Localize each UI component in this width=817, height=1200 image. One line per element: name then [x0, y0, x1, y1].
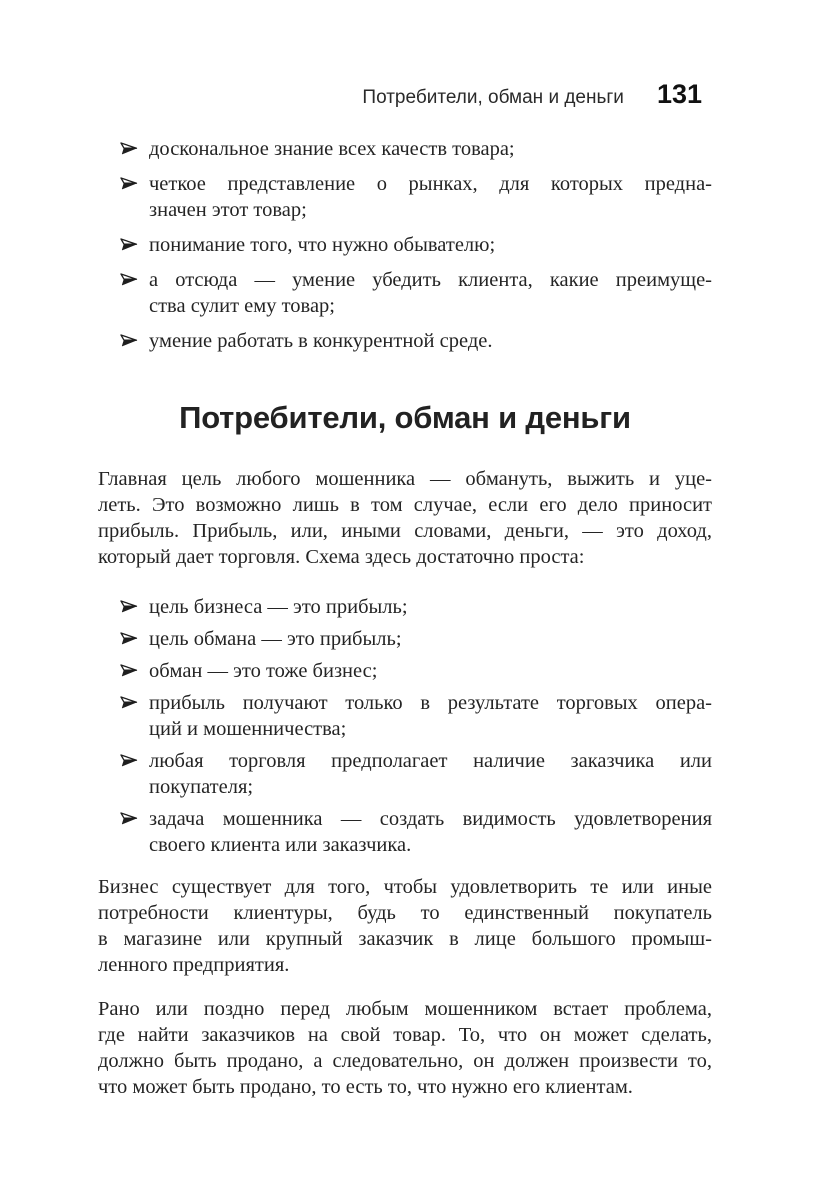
- list-item-text: умение работать в конкурентной среде.: [149, 330, 493, 352]
- list-item: [98, 658, 712, 684]
- arrow-bullet-icon: [120, 696, 138, 709]
- arrow-bullet-icon: [120, 812, 138, 825]
- list-item-text: понимание того, что нужно обывателю;: [149, 234, 496, 256]
- list-item: [98, 806, 712, 858]
- section-heading: Потребители, обман и деньги: [179, 400, 631, 435]
- page-number: 131: [656, 79, 702, 109]
- arrow-bullet-icon: [120, 273, 138, 286]
- list-item-text: любая торговля предполагает наличие заказчика или покупателя;: [149, 750, 712, 798]
- list-item-text: цель бизнеса — это прибыль;: [149, 596, 408, 618]
- arrow-bullet-icon: [120, 142, 138, 155]
- list-item-text: задача мошенника — создать видимость удовлетворения своего клиента или заказчика.: [149, 808, 712, 856]
- list-item: [98, 328, 712, 354]
- list-item-text: прибыль получают только в результате торговых опера- ций и мошенничества;: [149, 692, 712, 740]
- list-item: [98, 748, 712, 800]
- list-item-text: доскональное знание всех качеств товара;: [149, 138, 515, 160]
- list-item: [98, 690, 712, 742]
- arrow-bullet-icon: [120, 664, 138, 677]
- arrow-bullet-icon: [120, 238, 138, 251]
- list-item: [98, 136, 712, 162]
- running-header-title: Потребители, обман и деньги: [362, 87, 624, 108]
- list-item: [98, 267, 712, 319]
- list-item: [98, 232, 712, 258]
- list-item: [98, 171, 712, 223]
- list-item-text: а отсюда — умение убедить клиента, какие преимуще- ства сулит ему товар;: [149, 269, 712, 317]
- list-item: [98, 594, 712, 620]
- qualities-list: [98, 136, 712, 363]
- arrow-bullet-icon: [120, 600, 138, 613]
- scheme-list: [98, 594, 712, 864]
- arrow-bullet-icon: [120, 754, 138, 767]
- paragraph-customers: Рано или поздно перед любым мошенником встает проблема, где найти заказчиков на свой товар. То, что он может сделать, должно быть продано, а следовательно, он должен произвести то, что может быть продано, то есть то, что нужно его клиентам.: [98, 998, 712, 1098]
- list-item: [98, 626, 712, 652]
- arrow-bullet-icon: [120, 334, 138, 347]
- list-item-text: обман — это тоже бизнес;: [149, 660, 378, 682]
- running-header: [98, 79, 712, 110]
- paragraph-intro: Главная цель любого мошенника — обмануть, выжить и уце- леть. Это возможно лишь в том случае, если его дело приносит прибыль. Прибыль, или, иными словами, деньги, — это доход, который дает торговля. Схема здесь достаточно проста:: [98, 468, 712, 568]
- list-item-text: четкое представление о рынках, для которых предна- значен этот товар;: [149, 173, 712, 221]
- list-item-text: цель обмана — это прибыль;: [149, 628, 402, 650]
- arrow-bullet-icon: [120, 177, 138, 190]
- arrow-bullet-icon: [120, 632, 138, 645]
- paragraph-business: Бизнес существует для того, чтобы удовлетворить те или иные потребности клиентуры, будь то единственный покупатель в магазине или крупный заказчик в лице большого промыш- ленного предприятия.: [98, 876, 712, 976]
